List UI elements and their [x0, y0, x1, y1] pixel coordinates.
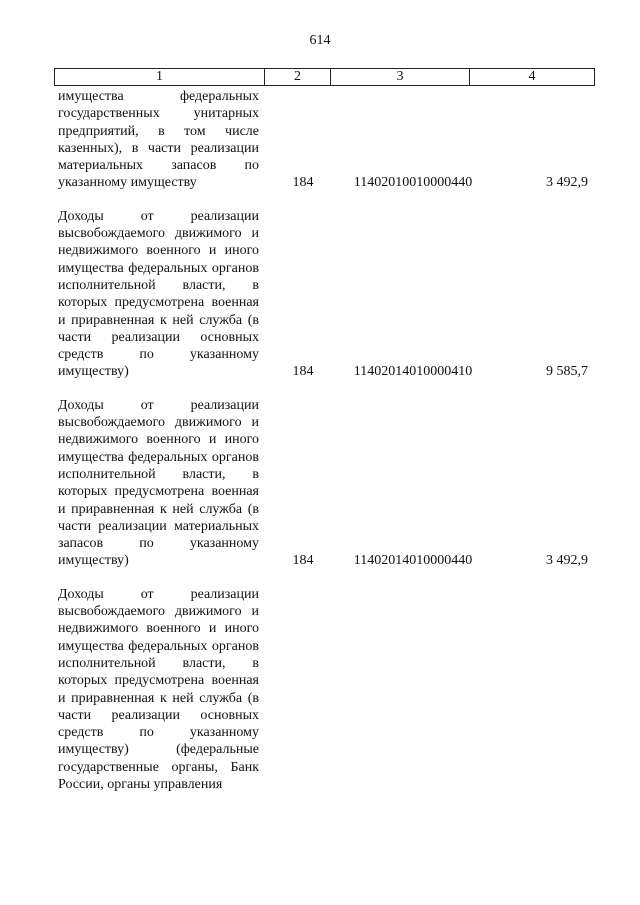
page-number: 614: [309, 33, 331, 48]
row-description: Доходы от реализации высвобождаемого движимого и недвижимого военного и иного имущества федеральных органов исполнительной власти, в которых предусмотрена военная и приравненная к ней служба (в части реализации основных средств по указанному имуществу) (федеральные государственные органы, Банк России, органы управления: [58, 586, 259, 792]
row-budget-code: 11402014010000410: [353, 364, 473, 380]
row-description: Доходы от реализации высвобождаемого движимого и недвижимого военного и иного имущества федеральных органов исполнительной власти, в которых предусмотрена военная и приравненная к ней служба (в части реализации материальных запасов по указанному имуществу): [58, 397, 259, 569]
table-header-row: [54, 68, 595, 86]
row-admin-code: 184: [292, 364, 314, 380]
row-description: имущества федеральных государственных унитарных предприятий, в том числе казенных), в части реализации материальных запасов по указанному имуществу: [58, 89, 259, 191]
column-header-4: 4: [469, 69, 594, 85]
column-header-1: 1: [156, 69, 163, 84]
table-row: [58, 397, 595, 570]
table-body: [58, 88, 595, 793]
row-budget-code: 11402014010000440: [353, 553, 473, 569]
row-spacer: [58, 192, 595, 208]
table-row: [58, 208, 595, 381]
row-amount: 9 585,7: [546, 364, 588, 380]
row-spacer: [58, 381, 595, 397]
row-budget-code: 11402010010000440: [353, 175, 473, 191]
row-amount: 3 492,9: [546, 175, 588, 191]
table-row: [58, 88, 595, 192]
row-amount: 3 492,9: [546, 553, 588, 569]
column-header-2: 2: [264, 69, 330, 85]
table-row: [58, 586, 595, 794]
column-header-3: 3: [330, 69, 469, 85]
row-spacer: [58, 570, 595, 586]
row-admin-code: 184: [292, 553, 314, 569]
row-admin-code: 184: [292, 175, 314, 191]
row-description: Доходы от реализации высвобождаемого движимого и недвижимого военного и иного имущества федеральных органов исполнительной власти, в которых предусмотрена военная и приравненная к ней служба (в части реализации основных средств по указанному имуществу): [58, 208, 259, 380]
